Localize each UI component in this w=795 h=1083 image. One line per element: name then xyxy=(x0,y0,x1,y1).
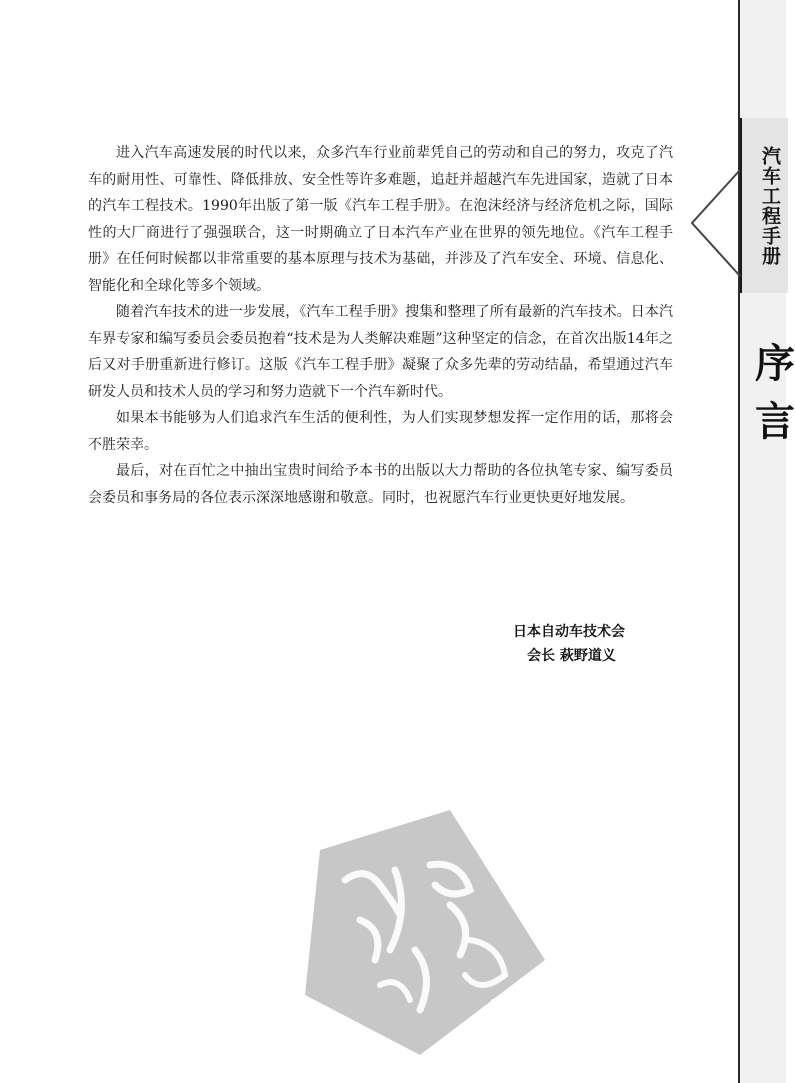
watermark-seal xyxy=(300,810,550,1060)
paragraph: 最后，对在百忙之中抽出宝贵时间给予本书的出版以大力帮助的各位执笔专家、编写委员会委员和事务局的各位表示深深地感谢和敬意。同时，也祝愿汽车行业更快更好地发展。 xyxy=(88,463,673,506)
section-char-1: 序 xyxy=(755,341,795,387)
signature-title-name: 会长 萩野道义 xyxy=(527,648,616,664)
watermark-label: PDG xyxy=(488,982,535,1018)
book-title-vertical: 汽车工程手册 xyxy=(759,146,781,266)
signature-block xyxy=(513,620,713,668)
paragraph: 随着汽车技术的进一步发展，《汽车工程手册》搜集和整理了所有最新的汽车技术。日本汽车界专家和编写委员会委员抱着“技术是为人类解决难题”这种坚定的信念，在首次出版14年之后又对手册重新进行修订。这版《汽车工程手册》凝聚了众多先辈的劳动结晶，希望通过汽车研发人员和技术人员的学习和努力造就下一个汽车新时代。 xyxy=(88,304,673,400)
section-char-2: 言 xyxy=(755,399,795,445)
chevron-left-icon xyxy=(688,168,742,278)
edge-divider xyxy=(738,0,740,1083)
preface-body xyxy=(88,140,673,511)
paragraph: 进入汽车高速发展的时代以来，众多汽车行业前辈凭自己的劳动和自己的努力，攻克了汽车的耐用性、可靠性、降低排放、安全性等许多难题，追赶并超越汽车先进国家，造就了日本的汽车工程技术。1990年出版了第一版《汽车工程手册》。在泡沫经济与经济危机之际，国际性的大厂商进行了强强联合，这一时期确立了日本汽车产业在世界的领先地位。《汽车工程手册》在任何时候都以非常重要的基本原理与技术为基础，并涉及了汽车安全、环境、信息化、智能化和全球化等多个领域。 xyxy=(88,145,673,294)
signature-organization: 日本自动车技术会 xyxy=(513,624,625,640)
paragraph: 如果本书能够为人们追求汽车生活的便利性，为人们实现梦想发挥一定作用的话，那将会不胜荣幸。 xyxy=(88,410,673,453)
